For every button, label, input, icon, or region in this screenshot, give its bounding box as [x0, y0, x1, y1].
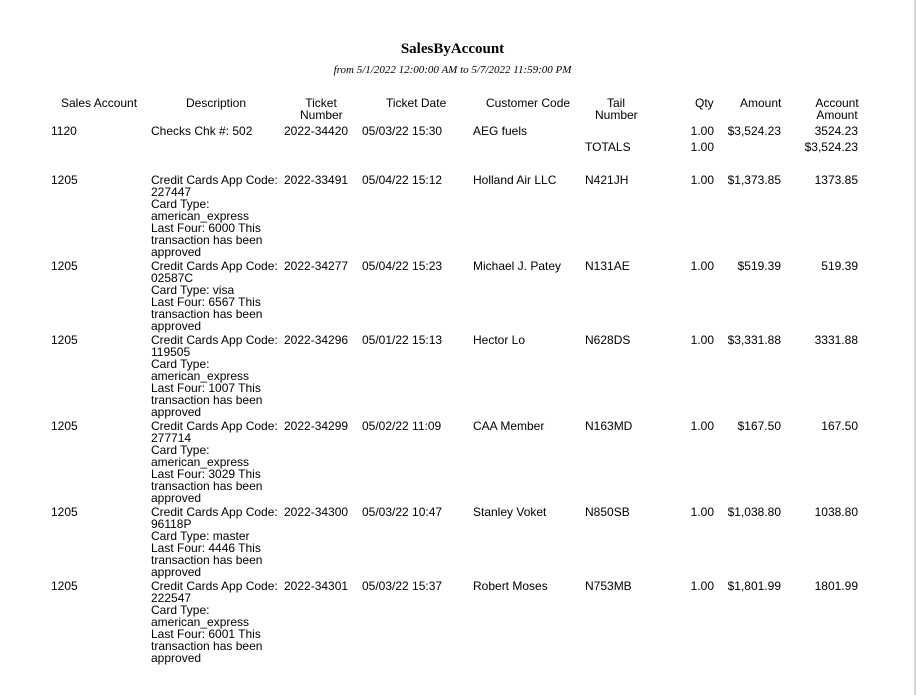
- row-2-date: 05/04/22 15:12: [362, 173, 443, 187]
- totals-amount: $3,524.23: [804, 140, 858, 154]
- header-amount: Amount: [740, 96, 782, 110]
- row-1-desc-line: Checks Chk #: 502: [151, 124, 253, 138]
- row-5-desc-line: 277714: [151, 431, 192, 445]
- row-4-amount: $3,331.88: [727, 333, 781, 347]
- row-6-tail: N850SB: [585, 505, 630, 519]
- row-2-account: 1205: [51, 173, 78, 187]
- row-5-customer: CAA Member: [473, 419, 545, 433]
- row-4-account: 1205: [51, 333, 78, 347]
- header-account-amount-line2: Amount: [816, 108, 858, 122]
- row-5-desc-line: transaction has been: [151, 479, 263, 493]
- row-4-description: [151, 334, 281, 418]
- row-3-tail: N131AE: [585, 259, 630, 273]
- row-2-account-amount: 1373.85: [814, 173, 858, 187]
- row-5-desc-line: Credit Cards App Code:: [151, 419, 278, 433]
- row-2-customer: Holland Air LLC: [473, 173, 557, 187]
- row-3-description: [151, 260, 281, 332]
- row-4-desc-line: 119505: [151, 345, 191, 359]
- row-3-account-amount: 519.39: [821, 259, 858, 273]
- row-3-desc-line: Card Type: visa: [151, 283, 235, 297]
- row-6-ticket: 2022-34300: [284, 505, 349, 519]
- row-3-desc-line: Last Four: 6567 This: [151, 295, 261, 309]
- header-account-amount: [812, 97, 862, 121]
- header-ticket-number-line2: Number: [300, 108, 343, 122]
- row-6-desc-line: Credit Cards App Code:: [151, 505, 278, 519]
- row-7-desc-line: Card Type:: [151, 603, 210, 617]
- row-2-desc-line: american_express: [151, 209, 250, 223]
- row-1-date: 05/03/22 15:30: [362, 124, 443, 138]
- row-3-qty: 1.00: [690, 259, 714, 273]
- row-6-desc-line: 96118P: [151, 517, 192, 531]
- row-1-customer: AEG fuels: [473, 124, 528, 138]
- row-7-account: 1205: [51, 579, 78, 593]
- row-7-customer: Robert Moses: [473, 579, 548, 593]
- row-1-ticket: 2022-34420: [284, 124, 349, 138]
- row-6-account-amount: 1038.80: [814, 505, 858, 519]
- row-6-amount: $1,038.80: [727, 505, 781, 519]
- row-2-desc-line: Credit Cards App Code:: [151, 173, 278, 187]
- row-4-desc-line: transaction has been: [151, 393, 263, 407]
- row-2-qty: 1.00: [690, 173, 714, 187]
- row-1-account-amount: 3524.23: [814, 124, 858, 138]
- row-5-desc-line: Card Type:: [151, 443, 210, 457]
- row-1-qty: 1.00: [690, 124, 714, 138]
- header-account-amount-line1: Account: [815, 96, 859, 110]
- row-7-desc-line: Credit Cards App Code:: [151, 579, 278, 593]
- row-5-desc-line: Last Four: 3029 This: [151, 467, 261, 481]
- row-5-amount: $167.50: [737, 419, 781, 433]
- row-7-tail: N753MB: [585, 579, 632, 593]
- header-tail-number: [595, 97, 637, 121]
- row-5-ticket: 2022-34299: [284, 419, 349, 433]
- row-2-description: [151, 174, 281, 258]
- header-qty: Qty: [695, 96, 714, 110]
- row-5-date: 05/02/22 11:09: [362, 419, 442, 433]
- row-7-description: [151, 580, 281, 664]
- row-3-ticket: 2022-34277: [284, 259, 349, 273]
- row-5-qty: 1.00: [690, 419, 714, 433]
- row-7-desc-line: Last Four: 6001 This: [151, 627, 261, 641]
- row-7-desc-line: 222547: [151, 591, 192, 605]
- row-5-description: [151, 420, 281, 504]
- header-sales-account: Sales Account: [61, 96, 138, 110]
- row-1-account: 1120: [51, 124, 77, 138]
- header-tail-number-line2: Number: [595, 108, 638, 122]
- row-7-desc-line: american_express: [151, 615, 250, 629]
- row-1-amount: $3,524.23: [727, 124, 781, 138]
- totals-qty: 1.00: [690, 140, 714, 154]
- row-7-amount: $1,801.99: [727, 579, 781, 593]
- row-5-account-amount: 167.50: [821, 419, 858, 433]
- row-4-customer: Hector Lo: [473, 333, 526, 347]
- row-5-desc-line: american_express: [151, 455, 250, 469]
- row-6-desc-line: Card Type: master: [151, 529, 250, 543]
- row-6-customer: Stanley Voket: [473, 505, 547, 519]
- row-2-desc-line: Card Type:: [151, 197, 210, 211]
- row-2-ticket: 2022-33491: [284, 173, 349, 187]
- header-tail-number-line1: Tail: [606, 96, 625, 110]
- row-5-desc-line: approved: [151, 491, 202, 505]
- header-ticket-number: [300, 97, 342, 121]
- row-5-account: 1205: [51, 419, 78, 433]
- row-7-ticket: 2022-34301: [284, 579, 349, 593]
- report-subtitle: from 5/1/2022 12:00:00 AM to 5/7/2022 11:59:00 PM: [333, 64, 572, 76]
- row-7-date: 05/03/22 15:37: [362, 579, 443, 593]
- row-6-qty: 1.00: [690, 505, 714, 519]
- row-4-desc-line: Credit Cards App Code:: [151, 333, 278, 347]
- row-2-tail: N421JH: [585, 173, 629, 187]
- header-description: Description: [186, 96, 247, 110]
- row-4-date: 05/01/22 15:13: [362, 333, 443, 347]
- row-4-desc-line: american_express: [151, 369, 250, 383]
- row-4-ticket: 2022-34296: [284, 333, 349, 347]
- row-7-qty: 1.00: [690, 579, 714, 593]
- row-2-desc-line: transaction has been: [151, 233, 263, 247]
- row-2-amount: $1,373.85: [727, 173, 781, 187]
- row-3-desc-line: approved: [151, 319, 202, 333]
- row-6-desc-line: transaction has been: [151, 553, 263, 567]
- row-1-description: [151, 125, 281, 137]
- row-6-desc-line: Last Four: 4446 This: [151, 541, 261, 555]
- row-5-tail: N163MD: [585, 419, 633, 433]
- row-6-date: 05/03/22 10:47: [362, 505, 443, 519]
- row-3-date: 05/04/22 15:23: [362, 259, 443, 273]
- row-6-description: [151, 506, 281, 578]
- row-3-account: 1205: [51, 259, 78, 273]
- row-2-desc-line: approved: [151, 245, 202, 259]
- row-3-desc-line: 02587C: [151, 271, 194, 285]
- row-3-desc-line: Credit Cards App Code:: [151, 259, 278, 273]
- row-7-desc-line: approved: [151, 651, 202, 665]
- row-2-desc-line: Last Four: 6000 This: [151, 221, 261, 235]
- totals-label: TOTALS: [585, 140, 631, 154]
- row-4-tail: N628DS: [585, 333, 631, 347]
- header-customer-code: Customer Code: [486, 96, 571, 110]
- header-ticket-number-line1: Ticket: [305, 96, 337, 110]
- row-3-desc-line: transaction has been: [151, 307, 263, 321]
- row-3-customer: Michael J. Patey: [473, 259, 562, 273]
- row-4-desc-line: approved: [151, 405, 202, 419]
- row-6-desc-line: approved: [151, 565, 202, 579]
- row-4-desc-line: Card Type:: [151, 357, 210, 371]
- report-title: SalesByAccount: [400, 41, 505, 57]
- row-4-desc-line: Last Four: 1007 This: [151, 381, 261, 395]
- row-4-qty: 1.00: [690, 333, 714, 347]
- row-6-account: 1205: [51, 505, 78, 519]
- row-2-desc-line: 227447: [151, 185, 192, 199]
- header-ticket-date: Ticket Date: [386, 96, 447, 110]
- row-4-account-amount: 3331.88: [814, 333, 858, 347]
- row-3-amount: $519.39: [737, 259, 781, 273]
- row-7-account-amount: 1801.99: [814, 579, 858, 593]
- row-7-desc-line: transaction has been: [151, 639, 263, 653]
